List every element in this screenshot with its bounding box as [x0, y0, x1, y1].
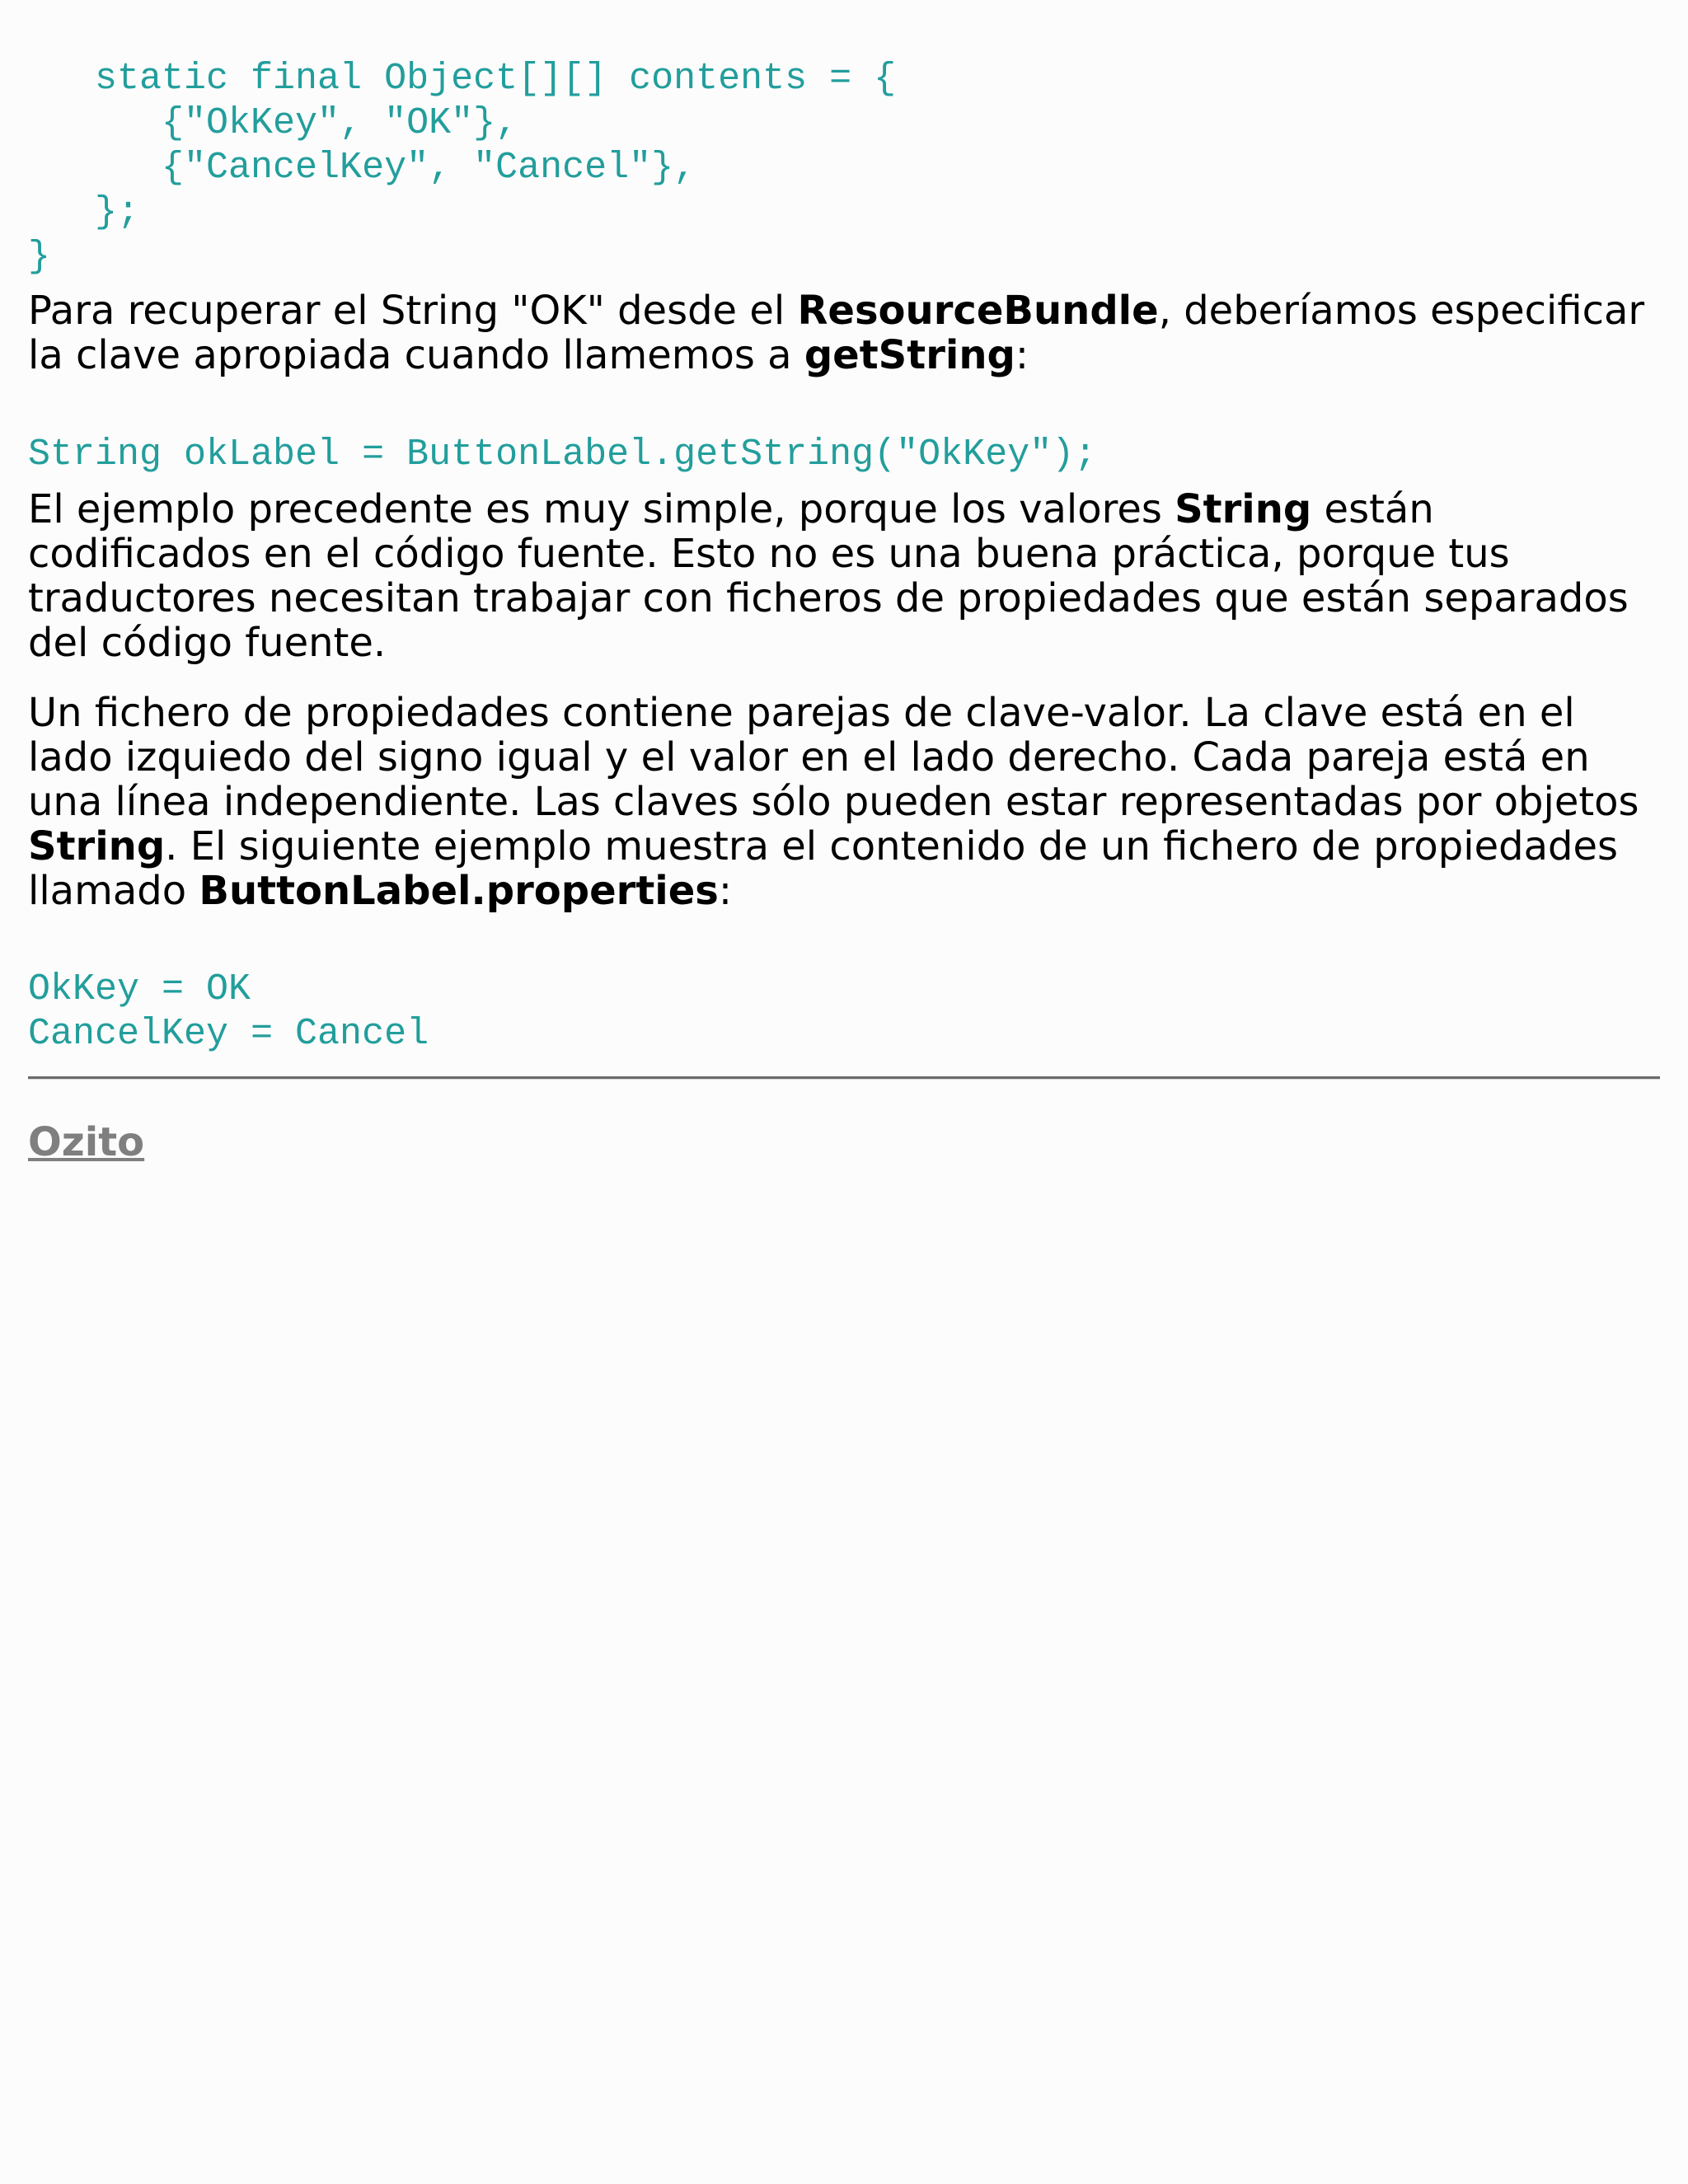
- code-line: }: [28, 236, 51, 278]
- bold-term: String: [1175, 486, 1312, 532]
- code-line: };: [28, 191, 140, 233]
- bold-term: getString: [804, 332, 1015, 378]
- code-line: String okLabel = ButtonLabel.getString("OkKey");: [28, 434, 1097, 476]
- code-block-getstring-call: [28, 433, 1096, 477]
- text-run: Un fichero de propiedades contiene parejas de clave-valor. La clave está en el lado izquiedo del signo igual y el valor en el lado derecho. Cada pareja está en una línea independiente. Las claves sólo pueden estar representadas por objetos: [28, 690, 1639, 825]
- code-line: static final Object[][] contents = {: [28, 58, 897, 100]
- bold-term: ResourceBundle: [797, 288, 1159, 334]
- code-line: CancelKey = Cancel: [28, 1013, 429, 1055]
- code-line: {"OkKey", "OK"},: [28, 102, 518, 144]
- horizontal-divider: [28, 1076, 1660, 1080]
- bold-term: ButtonLabel.properties: [199, 868, 719, 914]
- text-run: Para recuperar el String "OK" desde el: [28, 288, 798, 334]
- text-run: :: [718, 868, 733, 914]
- text-run: , deberíamos especificar la clave apropiada cuando llamemos a: [28, 288, 1645, 378]
- bold-term: String: [28, 823, 166, 869]
- code-block-properties-content: [28, 968, 429, 1057]
- text-run: . El siguiente ejemplo muestra el contenido de un fichero de propiedades llamado: [28, 823, 1619, 914]
- paragraph-properties-file: [28, 691, 1668, 913]
- code-line: OkKey = OK: [28, 968, 251, 1010]
- text-run: están codificados en el código fuente. Esto no es una buena práctica, porque tus traductores necesitan trabajar con ficheros de propiedades que están separados del código fuente.: [28, 486, 1629, 666]
- paragraph-getstring-intro: [28, 288, 1668, 377]
- ozito-footer-link[interactable]: Ozito: [28, 1119, 145, 1165]
- paragraph-hardcoded-values: [28, 487, 1668, 665]
- text-run: El ejemplo precedente es muy simple, porque los valores: [28, 486, 1175, 532]
- text-run: :: [1015, 332, 1029, 378]
- code-line: {"CancelKey", "Cancel"},: [28, 147, 696, 189]
- code-block-contents-array: [28, 57, 896, 279]
